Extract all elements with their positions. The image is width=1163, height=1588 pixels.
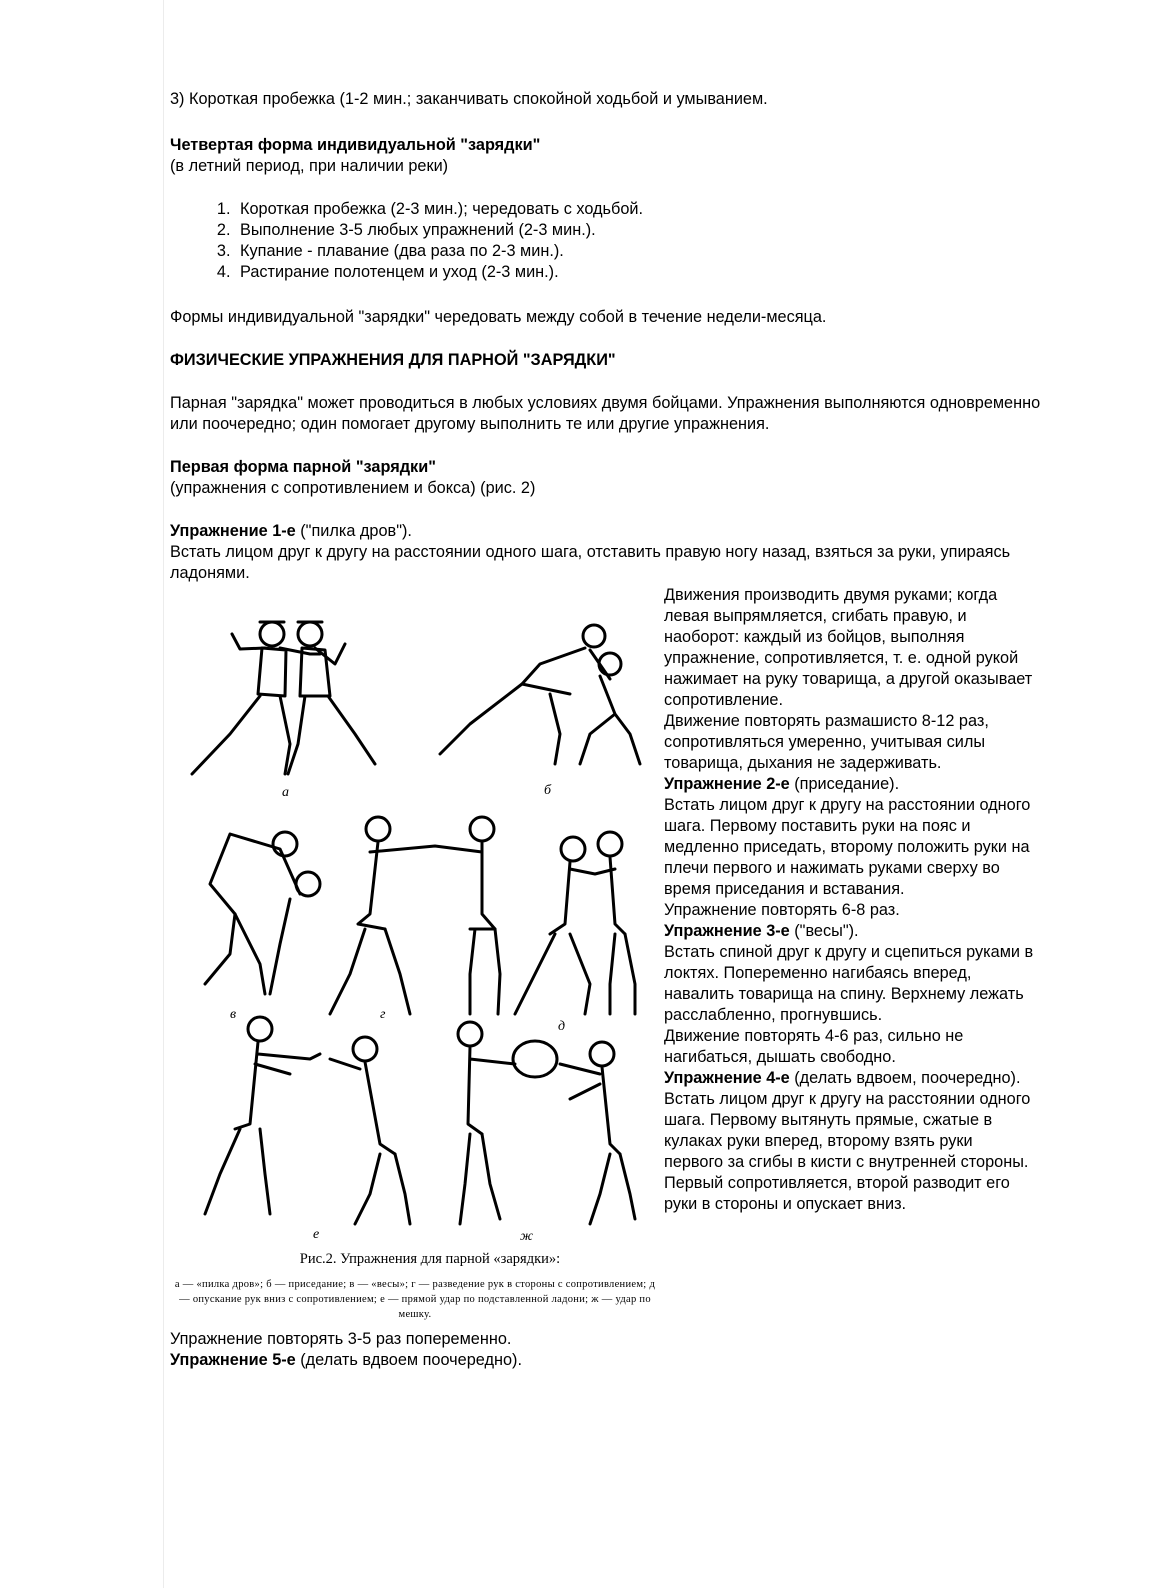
exercise-3-repeat: Движение повторять 4-6 раз, сильно не нагибаться, дышать свободно. [664,1027,964,1066]
figure-e-drawing [205,1017,410,1224]
below-figure-text [170,1329,1050,1371]
figure-letter-v: в [230,1007,237,1022]
fourth-form-subtitle: (в летний период, при наличии реки) [170,157,449,175]
exercise-5-heading: Упражнение 5-е (делать вдвоем поочередно). [170,1351,522,1369]
figure-letter-a: а [282,785,289,800]
list-item: 2. Выполнение 3-5 любых упражнений (2-3 мин.). [235,220,1050,241]
figure-caption-title: Рис.2. Упражнения для парной «зарядки»: [299,1251,561,1267]
figure-zh-drawing [458,1022,635,1224]
exercise-2-text: Встать лицом друг к другу на расстоянии одного шага. Первому поставить руки на пояс и медленно приседать, второму положить руки на плечи первого и нажимать руками сверху во время приседания и вставания. [664,796,1031,898]
figure-b-drawing [440,625,640,764]
figure-letter-g: г [380,1007,386,1022]
exercise-4-text: Встать лицом друг к другу на расстоянии одного шага. Первому вытянуть прямые, сжатые в кулаках руки вперед, второму взять руки первого за сгибы в кисти с внутренней стороны. Первый сопротивляется, второй разводит его руки в стороны и опускает вниз. [664,1090,1031,1213]
figure-letter-e: е [313,1227,320,1242]
figure-g-drawing [330,817,500,1014]
right-col-p1: Движения производить двумя руками; когда левая выпрямляется, сгибать правую, и наоборот: каждый из бойцов, выполняя упражнение, сопротивляется, т. е. одной рукой нажимает на руку товарища, а другой оказывает сопротивление. [664,586,1033,709]
list-item: 4. Растирание полотенцем и уход (2-3 мин.). [235,262,1050,283]
exercise-4-heading: Упражнение 4-е (делать вдвоем, поочередно). [664,1069,1021,1087]
fourth-form-title: Четвертая форма индивидуальной "зарядки" [170,136,541,154]
alternate-note: Формы индивидуальной "зарядки" чередовать между собой в течение недели-месяца. [170,308,827,326]
right-column [664,585,1034,1215]
two-column-block [170,584,1050,1374]
exercise-figure [170,584,660,1354]
document-page [170,89,1050,1374]
intro-line: 3) Короткая пробежка (1-2 мин.; заканчивать спокойной ходьбой и умыванием. [170,90,768,108]
exercise-2-repeat: Упражнение повторять 6-8 раз. [664,901,900,919]
list-item: 3. Купание - плавание (два раза по 2-3 мин.). [235,241,1050,262]
exercise-3-heading: Упражнение 3-е ("весы"). [664,922,859,940]
exercise-1-heading: Упражнение 1-е ("пилка дров"). [170,522,412,540]
exercise-illustrations [170,584,660,1244]
figure-v-drawing [205,832,320,994]
exercise-1-text: Встать лицом друг к другу на расстоянии одного шага, отставить правую ногу назад, взяться за руки, упираясь ладонями. [170,543,1011,582]
first-form-title: Первая форма парной "зарядки" [170,458,436,476]
exercise-4-repeat: Упражнение повторять 3-5 раз попеременно. [170,1330,512,1348]
fourth-form-list [170,199,1050,283]
exercise-2-heading: Упражнение 2-е (приседание). [664,775,900,793]
figure-caption-text: а — «пилка дров»; б — приседание; в — «весы»; г — разведение рук в стороны с сопротивлением; д — опускание рук вниз с сопротивлением; е — прямой удар по подставленной ладони; ж — удар по мешку. [174,1279,656,1320]
section-heading: ФИЗИЧЕСКИЕ УПРАЖНЕНИЯ ДЛЯ ПАРНОЙ "ЗАРЯДКИ" [170,351,616,369]
page-edge [163,0,164,1588]
figure-letter-b: б [544,783,552,798]
figure-a-drawing [192,622,375,774]
figure-letter-zh: ж [520,1229,534,1244]
right-col-p2: Движение повторять размашисто 8-12 раз, сопротивляться умеренно, учитывая силы товарища, дыхания не задерживать. [664,712,989,772]
list-item: 1. Короткая пробежка (2-3 мин.); чередовать с ходьбой. [235,199,1050,220]
section-intro: Парная "зарядка" может проводиться в любых условиях двумя бойцами. Упражнения выполняются одновременно или поочередно; один помогает другому выполнить те или другие упражнения. [170,394,1041,433]
figure-d-drawing [515,832,635,1014]
figure-letter-d: д [558,1019,566,1034]
exercise-3-text: Встать спиной друг к другу и сцепиться руками в локтях. Попеременно нагибаясь вперед, навалить товарища на спину. Верхнему лежать расслабленно, прогнувшись. [664,943,1034,1024]
first-form-subtitle: (упражнения с сопротивлением и бокса) (рис. 2) [170,479,536,497]
